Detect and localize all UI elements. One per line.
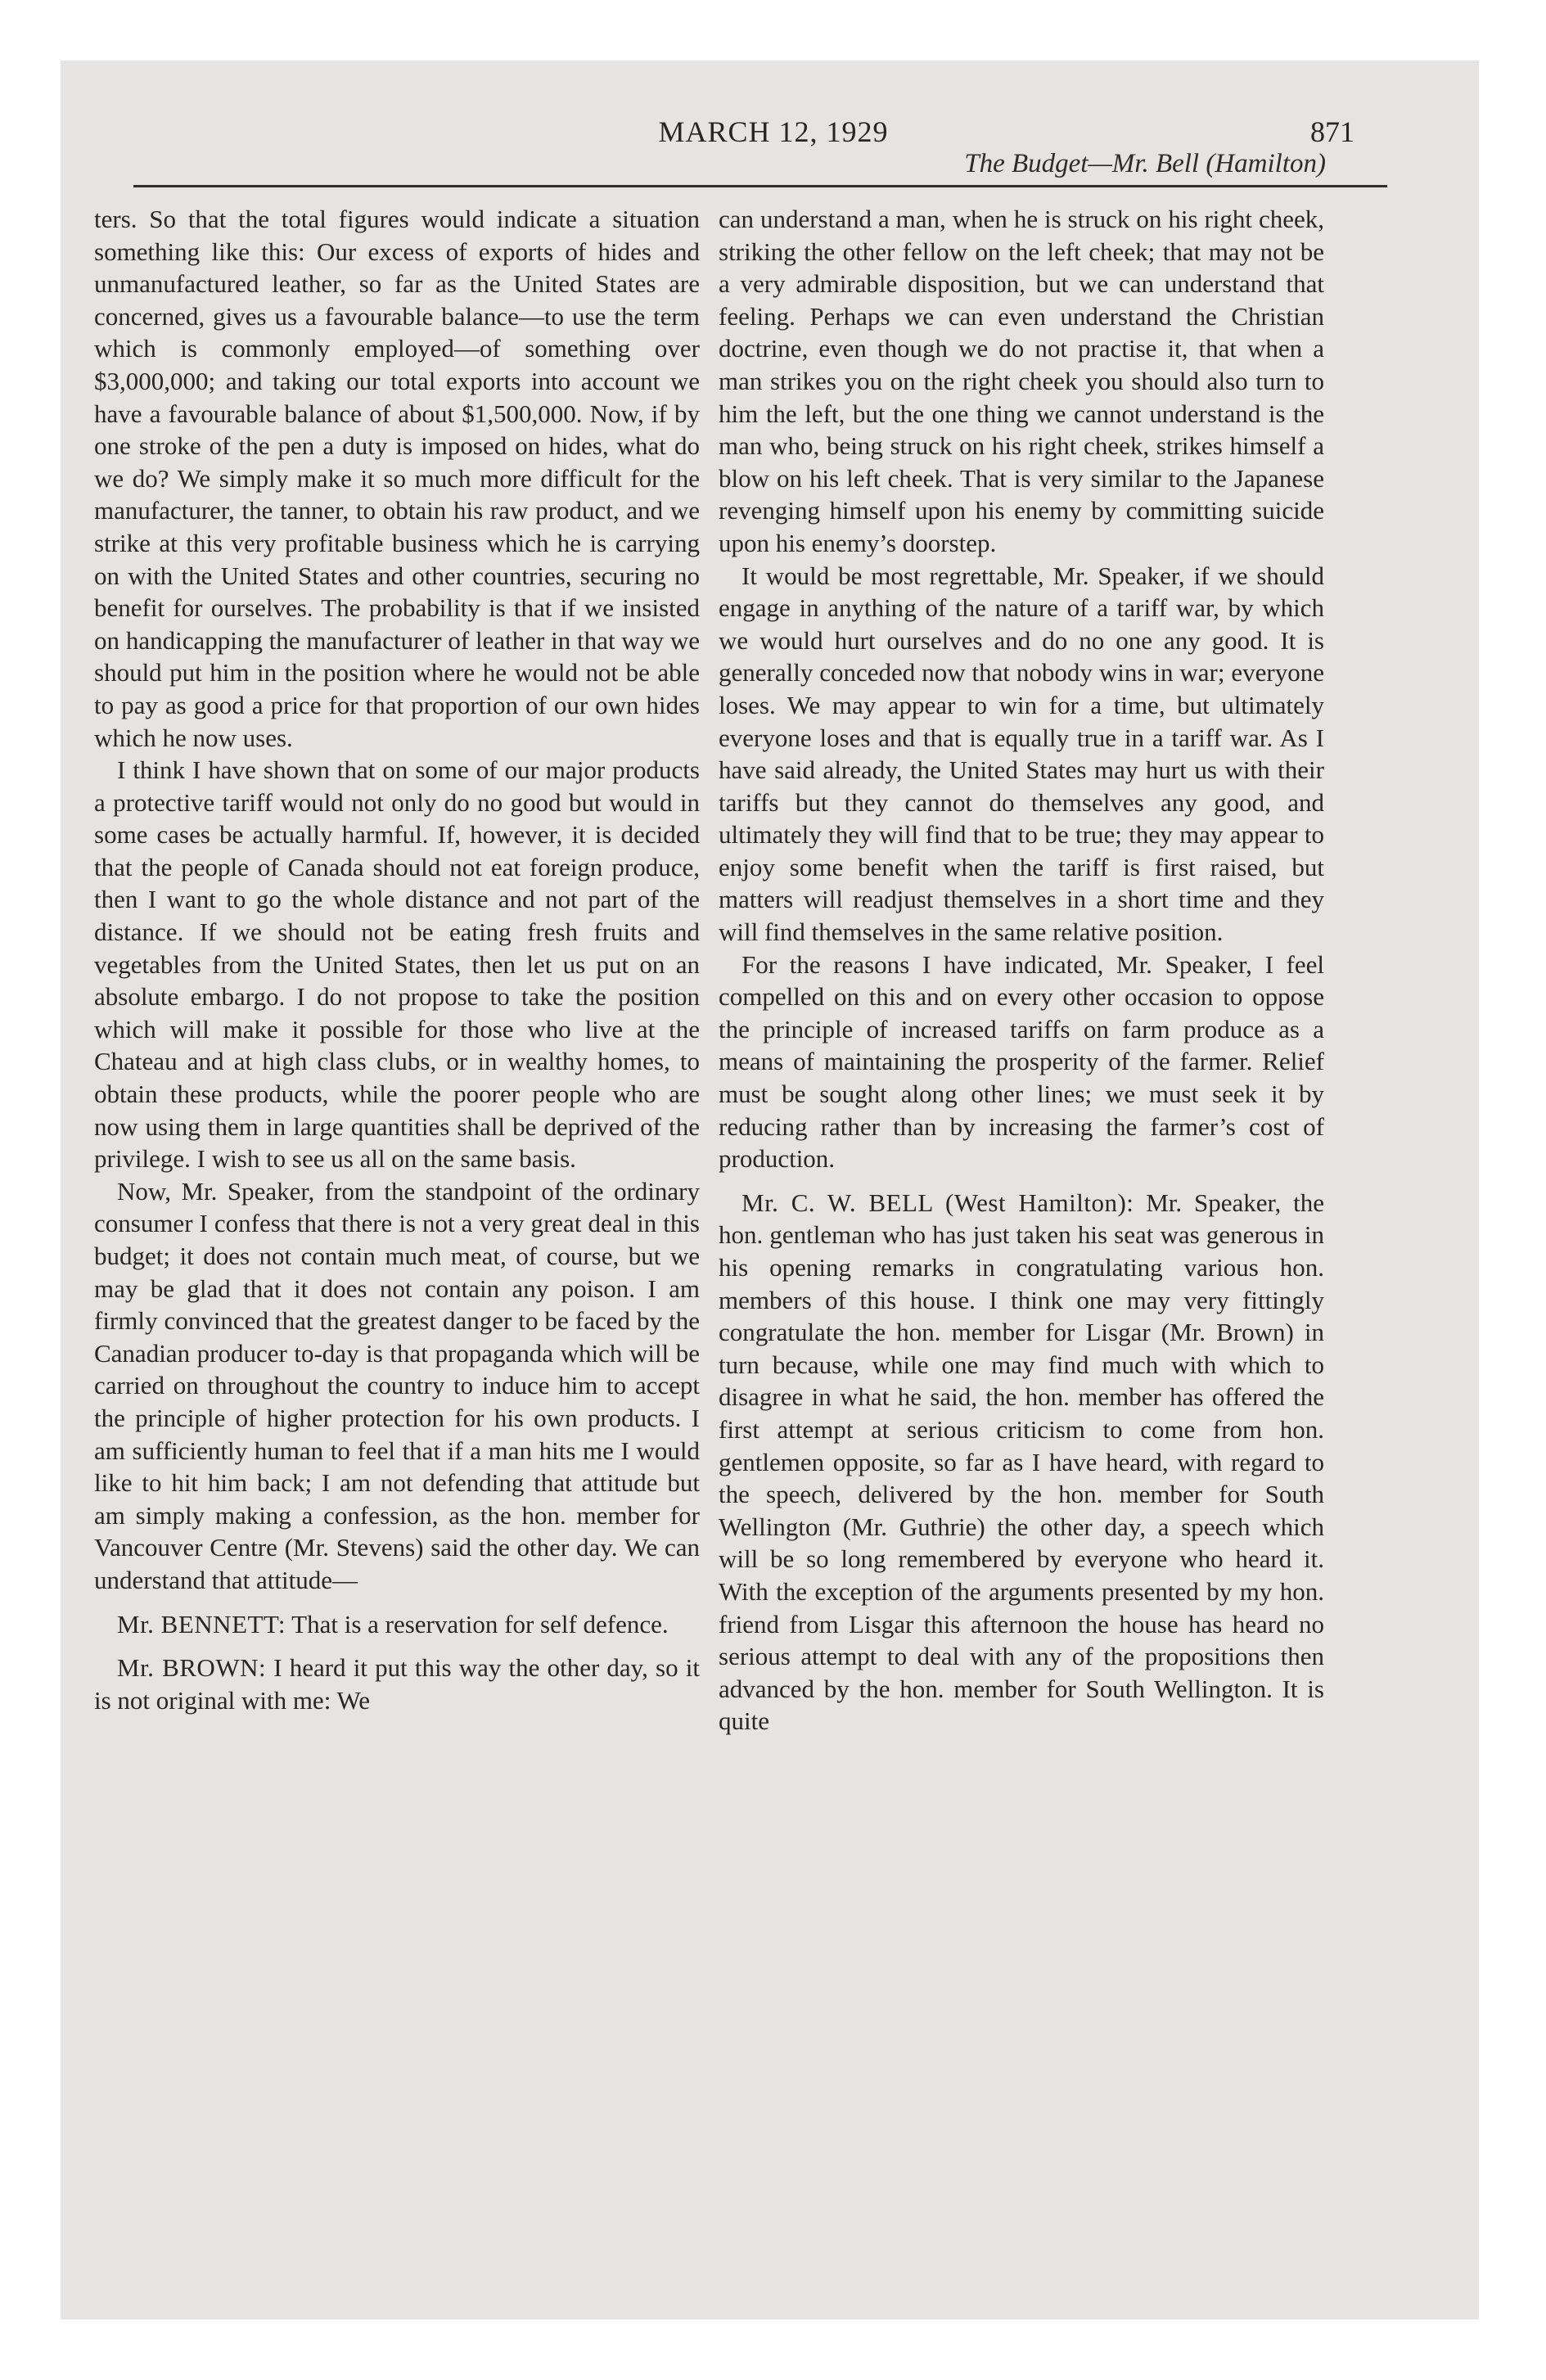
- header-date: MARCH 12, 1929: [658, 115, 889, 148]
- header-rule: [133, 185, 1387, 187]
- paragraph: Now, Mr. Speaker, from the standpoint of the ordinary consumer I confess that there is not a very great deal in this budget; it does not contain much meat, of course, but we may be glad that it does not contain any poison. I am firmly convinced that the greatest danger to be faced by the Canadian producer to-day is that propaganda which will be carried on throughout the country to induce him to accept the principle of higher protection for his own products. I am sufficiently human to feel that if a man hits me I would like to hit him back; I am not defending that attitude but am simply making a confession, as the hon. member for Vancouver Centre (Mr. Stevens) said the other day. We can understand that attitude—: [94, 1176, 700, 1594]
- speaker-name: Mr. BENNETT:: [117, 1609, 286, 1639]
- speaker-name: Mr. C. W. BELL (West Hamilton):: [741, 1188, 1134, 1217]
- speech-text: Mr. Speaker, the hon. gentleman who has just taken his seat was generous in his opening remarks in congratulating various hon. members of this house. I think one may very fittingly congratulate the hon. member for Lisgar (Mr. Brown) in turn because, while one may find much with which to disagree in what he said, the hon. member has offered the first attempt at serious criticism to come from hon. gentlemen opposite, so far as I have heard, with regard to the speech, delivered by the hon. member for South Wellington (Mr. Guthrie) the other day, a speech which will be so long remembered by everyone who heard it. With the exception of the arguments presented by my hon. friend from Lisgar this afternoon the house has heard no serious attempt to deal with any of the propositions then advanced by the hon. member for South Wellington. It is quite: [719, 1188, 1324, 1736]
- left-column: [94, 203, 700, 2265]
- speech-paragraph: [94, 1608, 700, 1641]
- paragraph: For the reasons I have indicated, Mr. Speaker, I feel compelled on this and on every other occasion to oppose the principle of increased tariffs on farm produce as a means of maintaining the prosperity of the farmer. Relief must be sought along other lines; we must seek it by reducing rather than by increasing the farmer’s cost of production.: [719, 949, 1324, 1174]
- speech-paragraph: [94, 1652, 700, 1716]
- page-number: 871: [1310, 115, 1354, 148]
- running-title: The Budget—Mr. Bell (Hamilton): [964, 149, 1326, 178]
- speech-text: That is a reservation for self defence.: [291, 1609, 669, 1639]
- paragraph: I think I have shown that on some of our major products a protective tariff would not only do no good but would in some cases be actually harmful. If, however, it is decided that the people of Canada should not eat foreign produce, then I want to go the whole distance and not part of the distance. If we should not be eating fresh fruits and vegetables from the United States, then let us put on an absolute embargo. I do not propose to take the position which will make it possible for those who live at the Chateau and at high class clubs, or in wealthy homes, to obtain these products, while the poorer people who are now using them in large quantities shall be deprived of the privilege. I wish to see us all on the same basis.: [94, 755, 700, 1174]
- speech-text: I heard it put this way the other day, so it is not original with me: We: [94, 1653, 700, 1715]
- speech-paragraph: [719, 1187, 1324, 1738]
- paragraph: ters. So that the total figures would indicate a situation something like this: Our excess of exports of hides and unmanufactured leather, so far as the United States are concerned, gives us a favourable balance—to use the term which is commonly employed—of something over $3,000,000; and taking our total exports into account we have a favourable balance of about $1,500,000. Now, if by one stroke of the pen a duty is imposed on hides, what do we do? We simply make it so much more difficult for the manufacturer, the tanner, to obtain his raw product, and we strike at this very profitable business which he is carrying on with the United States and other countries, securing no benefit for ourselves. The probability is that if we insisted on handicapping the manufacturer of leather in that way we should put him in the position where he would not be able to pay as good a price for that proportion of our own hides which he now uses.: [94, 205, 700, 752]
- speaker-name: Mr. BROWN:: [117, 1653, 267, 1683]
- paragraph: It would be most regrettable, Mr. Speaker, if we should engage in anything of the nature of a tariff war, by which we would hurt ourselves and do no one any good. It is generally conceded now that nobody wins in war; everyone loses. We may appear to win for a time, but ultimately everyone loses and that is equally true in a tariff war. As I have said already, the United States may hurt us with their tariffs but they cannot do themselves any good, and ultimately they will find that to be true; they may appear to enjoy some benefit when the tariff is first raised, but matters will readjust themselves in a short time and they will find themselves in the same relative position.: [719, 561, 1324, 947]
- right-column: [719, 203, 1324, 2265]
- paragraph: can understand a man, when he is struck on his right cheek, striking the other fellow on the left cheek; that may not be a very admirable disposition, but we can understand that feeling. Perhaps we can even understand the Christian doctrine, even though we do not practise it, that when a man strikes you on the right cheek you should also turn to him the left, but the one thing we cannot understand is the man who, being struck on his right cheek, strikes himself a blow on his left cheek. That is very similar to the Japanese revenging himself upon his enemy by committing suicide upon his enemy’s doorstep.: [719, 205, 1324, 557]
